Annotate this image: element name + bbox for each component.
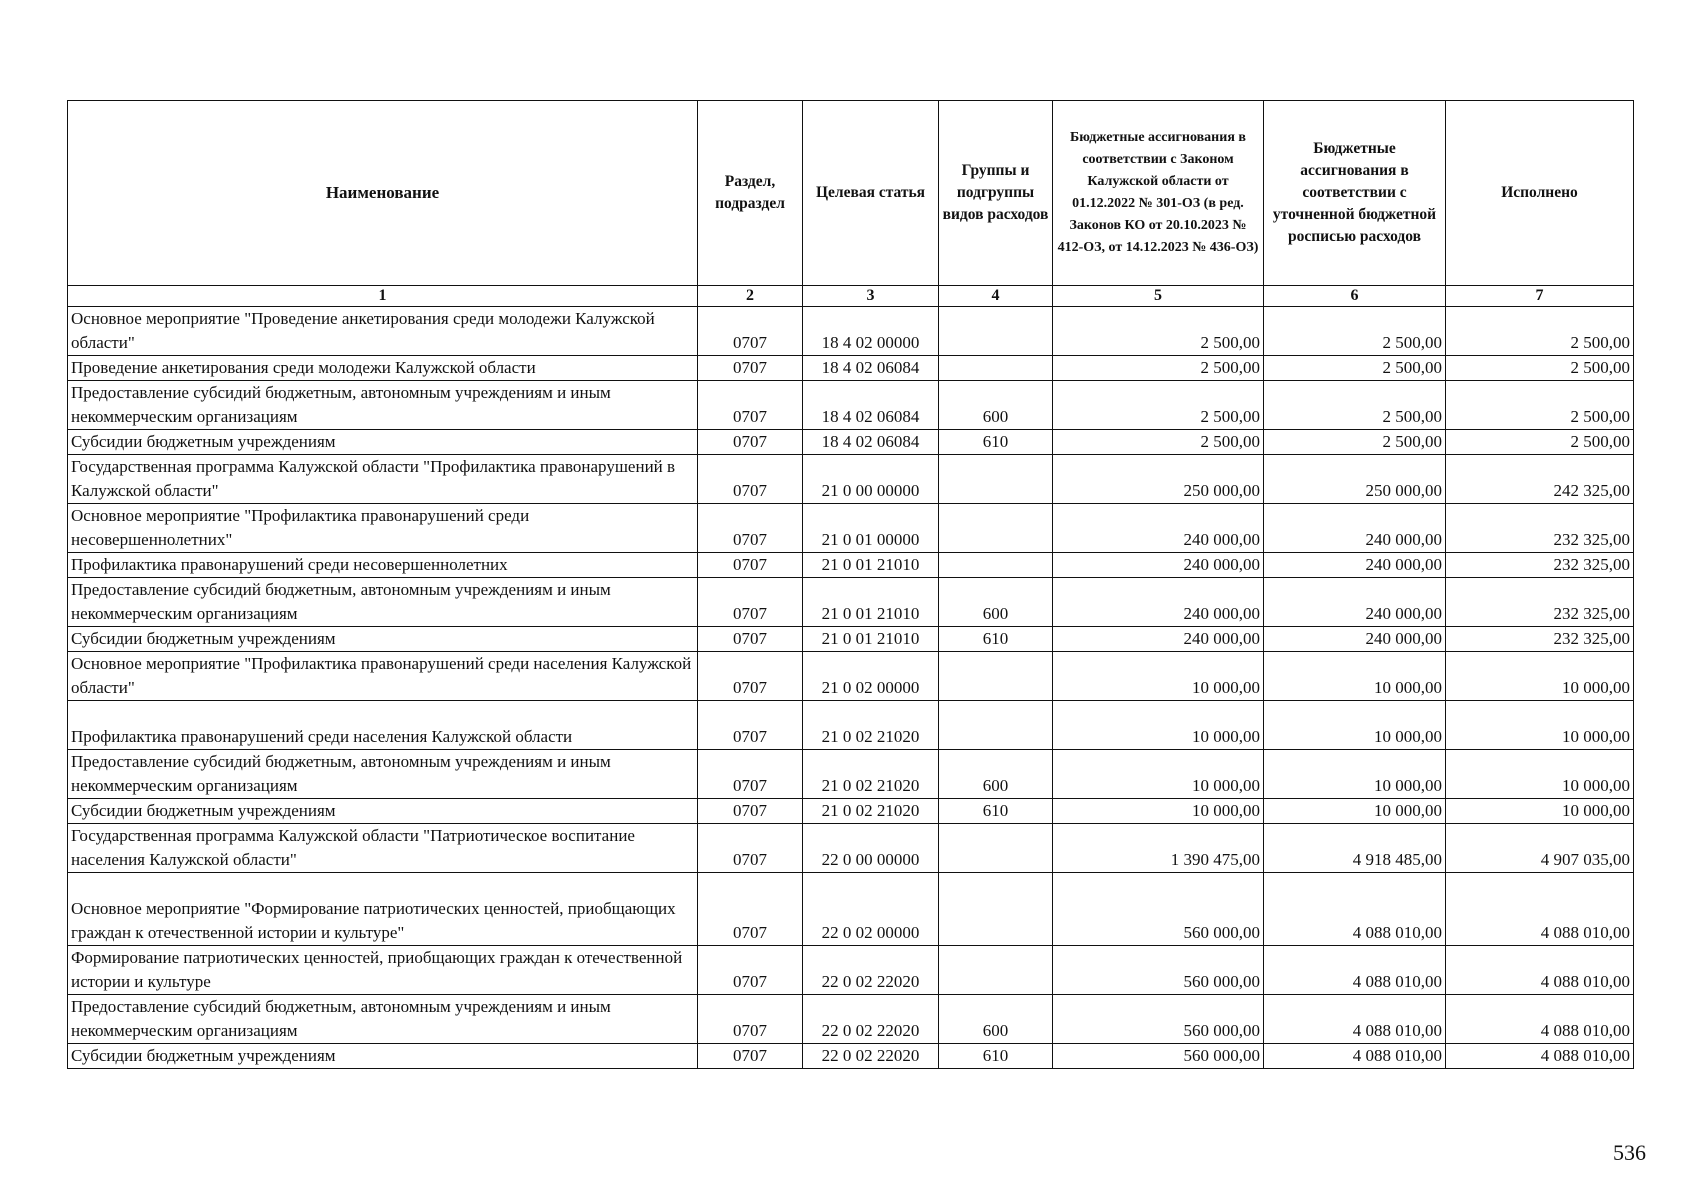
row-expense-group <box>939 307 1053 356</box>
table-body <box>68 307 1634 1069</box>
row-name: Основное мероприятие "Формирование патриотических ценностей, приобщающих граждан к отечественной истории и культуре" <box>68 873 698 946</box>
row-section: 0707 <box>698 946 803 995</box>
header-section: Раздел, подраздел <box>698 101 803 286</box>
row-refined-allocation: 2 500,00 <box>1264 356 1446 381</box>
row-target-article: 21 0 02 21020 <box>803 701 939 750</box>
row-name: Субсидии бюджетным учреждениям <box>68 1044 698 1069</box>
row-refined-allocation: 10 000,00 <box>1264 750 1446 799</box>
row-target-article: 22 0 00 00000 <box>803 824 939 873</box>
row-section: 0707 <box>698 553 803 578</box>
row-expense-group: 600 <box>939 578 1053 627</box>
table-row <box>68 504 1634 553</box>
header-expense-groups: Группы и подгруппы видов расходов <box>939 101 1053 286</box>
row-law-allocation: 2 500,00 <box>1053 307 1264 356</box>
row-executed: 2 500,00 <box>1446 381 1634 430</box>
row-target-article: 22 0 02 22020 <box>803 1044 939 1069</box>
row-refined-allocation: 4 088 010,00 <box>1264 1044 1446 1069</box>
header-law-allocations: Бюджетные ассигнования в соответствии с Законом Калужской области от 01.12.2022 № 301-ОЗ (в ред. Законов КО от 20.10.2023 № 412-ОЗ, от 14.12.2023 № 436-ОЗ) <box>1053 101 1264 286</box>
row-expense-group <box>939 873 1053 946</box>
header-target-article: Целевая статья <box>803 101 939 286</box>
row-name: Предоставление субсидий бюджетным, автономным учреждениям и иным некоммерческим организациям <box>68 995 698 1044</box>
table-row <box>68 1044 1634 1069</box>
row-section: 0707 <box>698 652 803 701</box>
row-expense-group <box>939 553 1053 578</box>
table-row <box>68 455 1634 504</box>
row-expense-group: 610 <box>939 1044 1053 1069</box>
row-law-allocation: 240 000,00 <box>1053 578 1264 627</box>
row-section: 0707 <box>698 1044 803 1069</box>
row-target-article: 21 0 01 00000 <box>803 504 939 553</box>
row-name: Государственная программа Калужской области "Патриотическое воспитание населения Калужской области" <box>68 824 698 873</box>
row-name: Формирование патриотических ценностей, приобщающих граждан к отечественной истории и культуре <box>68 946 698 995</box>
row-refined-allocation: 4 088 010,00 <box>1264 946 1446 995</box>
row-law-allocation: 240 000,00 <box>1053 553 1264 578</box>
row-target-article: 21 0 02 21020 <box>803 750 939 799</box>
row-law-allocation: 250 000,00 <box>1053 455 1264 504</box>
row-section: 0707 <box>698 799 803 824</box>
row-refined-allocation: 240 000,00 <box>1264 504 1446 553</box>
table-row <box>68 627 1634 652</box>
row-executed: 4 088 010,00 <box>1446 873 1634 946</box>
column-number: 4 <box>939 286 1053 307</box>
row-law-allocation: 560 000,00 <box>1053 1044 1264 1069</box>
row-executed: 2 500,00 <box>1446 430 1634 455</box>
row-name: Государственная программа Калужской области "Профилактика правонарушений в Калужской области" <box>68 455 698 504</box>
row-expense-group <box>939 455 1053 504</box>
row-law-allocation: 2 500,00 <box>1053 356 1264 381</box>
row-refined-allocation: 250 000,00 <box>1264 455 1446 504</box>
row-expense-group: 600 <box>939 750 1053 799</box>
row-target-article: 18 4 02 06084 <box>803 381 939 430</box>
row-target-article: 21 0 02 21020 <box>803 799 939 824</box>
table-row <box>68 750 1634 799</box>
row-executed: 4 088 010,00 <box>1446 995 1634 1044</box>
row-expense-group: 610 <box>939 799 1053 824</box>
row-expense-group: 600 <box>939 995 1053 1044</box>
row-expense-group: 610 <box>939 430 1053 455</box>
row-target-article: 18 4 02 06084 <box>803 356 939 381</box>
row-executed: 2 500,00 <box>1446 307 1634 356</box>
row-section: 0707 <box>698 578 803 627</box>
row-executed: 10 000,00 <box>1446 799 1634 824</box>
row-target-article: 21 0 01 21010 <box>803 627 939 652</box>
row-target-article: 21 0 01 21010 <box>803 578 939 627</box>
row-executed: 4 088 010,00 <box>1446 946 1634 995</box>
row-target-article: 21 0 02 00000 <box>803 652 939 701</box>
row-executed: 10 000,00 <box>1446 701 1634 750</box>
row-section: 0707 <box>698 430 803 455</box>
budget-table <box>67 100 1634 1069</box>
row-expense-group <box>939 701 1053 750</box>
row-refined-allocation: 2 500,00 <box>1264 381 1446 430</box>
table-row <box>68 652 1634 701</box>
row-section: 0707 <box>698 455 803 504</box>
row-section: 0707 <box>698 504 803 553</box>
row-executed: 4 088 010,00 <box>1446 1044 1634 1069</box>
row-law-allocation: 10 000,00 <box>1053 652 1264 701</box>
row-target-article: 21 0 00 00000 <box>803 455 939 504</box>
row-law-allocation: 10 000,00 <box>1053 750 1264 799</box>
row-expense-group <box>939 824 1053 873</box>
column-number: 7 <box>1446 286 1634 307</box>
row-section: 0707 <box>698 824 803 873</box>
row-law-allocation: 240 000,00 <box>1053 504 1264 553</box>
row-executed: 10 000,00 <box>1446 750 1634 799</box>
row-law-allocation: 560 000,00 <box>1053 873 1264 946</box>
row-law-allocation: 240 000,00 <box>1053 627 1264 652</box>
row-section: 0707 <box>698 356 803 381</box>
row-executed: 232 325,00 <box>1446 504 1634 553</box>
header-name: Наименование <box>68 101 698 286</box>
table-row <box>68 824 1634 873</box>
table-row <box>68 701 1634 750</box>
row-executed: 232 325,00 <box>1446 578 1634 627</box>
row-target-article: 22 0 02 00000 <box>803 873 939 946</box>
row-law-allocation: 560 000,00 <box>1053 995 1264 1044</box>
row-section: 0707 <box>698 701 803 750</box>
row-name: Субсидии бюджетным учреждениям <box>68 430 698 455</box>
table-row <box>68 356 1634 381</box>
row-executed: 232 325,00 <box>1446 627 1634 652</box>
column-number: 6 <box>1264 286 1446 307</box>
row-refined-allocation: 240 000,00 <box>1264 553 1446 578</box>
column-number: 2 <box>698 286 803 307</box>
table-row <box>68 799 1634 824</box>
row-target-article: 22 0 02 22020 <box>803 946 939 995</box>
row-expense-group <box>939 356 1053 381</box>
row-refined-allocation: 240 000,00 <box>1264 578 1446 627</box>
row-law-allocation: 10 000,00 <box>1053 701 1264 750</box>
table-row <box>68 873 1634 946</box>
row-name: Основное мероприятие "Профилактика правонарушений среди населения Калужской области" <box>68 652 698 701</box>
row-section: 0707 <box>698 750 803 799</box>
header-row <box>68 101 1634 286</box>
row-expense-group <box>939 504 1053 553</box>
row-refined-allocation: 2 500,00 <box>1264 430 1446 455</box>
row-executed: 10 000,00 <box>1446 652 1634 701</box>
row-name: Проведение анкетирования среди молодежи Калужской области <box>68 356 698 381</box>
row-expense-group <box>939 946 1053 995</box>
row-law-allocation: 560 000,00 <box>1053 946 1264 995</box>
row-law-allocation: 2 500,00 <box>1053 381 1264 430</box>
table-row <box>68 307 1634 356</box>
row-target-article: 22 0 02 22020 <box>803 995 939 1044</box>
row-refined-allocation: 4 088 010,00 <box>1264 995 1446 1044</box>
table-row <box>68 995 1634 1044</box>
row-executed: 232 325,00 <box>1446 553 1634 578</box>
row-expense-group <box>939 652 1053 701</box>
row-section: 0707 <box>698 627 803 652</box>
column-number-row <box>68 286 1634 307</box>
row-section: 0707 <box>698 873 803 946</box>
row-target-article: 21 0 01 21010 <box>803 553 939 578</box>
row-name: Предоставление субсидий бюджетным, автономным учреждениям и иным некоммерческим организациям <box>68 578 698 627</box>
row-name: Основное мероприятие "Проведение анкетирования среди молодежи Калужской области" <box>68 307 698 356</box>
row-name: Предоставление субсидий бюджетным, автономным учреждениям и иным некоммерческим организациям <box>68 381 698 430</box>
row-name: Предоставление субсидий бюджетным, автономным учреждениям и иным некоммерческим организациям <box>68 750 698 799</box>
row-target-article: 18 4 02 06084 <box>803 430 939 455</box>
table-row <box>68 553 1634 578</box>
row-executed: 4 907 035,00 <box>1446 824 1634 873</box>
column-number: 5 <box>1053 286 1264 307</box>
header-executed: Исполнено <box>1446 101 1634 286</box>
row-section: 0707 <box>698 995 803 1044</box>
column-number: 1 <box>68 286 698 307</box>
row-expense-group: 610 <box>939 627 1053 652</box>
row-law-allocation: 2 500,00 <box>1053 430 1264 455</box>
row-refined-allocation: 4 088 010,00 <box>1264 873 1446 946</box>
row-refined-allocation: 2 500,00 <box>1264 307 1446 356</box>
row-name: Субсидии бюджетным учреждениям <box>68 799 698 824</box>
table-row <box>68 946 1634 995</box>
row-name: Профилактика правонарушений среди несовершеннолетних <box>68 553 698 578</box>
page-number: 536 <box>1613 1140 1646 1165</box>
row-expense-group: 600 <box>939 381 1053 430</box>
row-refined-allocation: 10 000,00 <box>1264 652 1446 701</box>
column-number: 3 <box>803 286 939 307</box>
row-refined-allocation: 4 918 485,00 <box>1264 824 1446 873</box>
row-law-allocation: 10 000,00 <box>1053 799 1264 824</box>
row-name: Профилактика правонарушений среди населения Калужской области <box>68 701 698 750</box>
table-row <box>68 578 1634 627</box>
row-executed: 2 500,00 <box>1446 356 1634 381</box>
row-name: Основное мероприятие "Профилактика правонарушений среди несовершеннолетних" <box>68 504 698 553</box>
row-law-allocation: 1 390 475,00 <box>1053 824 1264 873</box>
table-row <box>68 381 1634 430</box>
row-target-article: 18 4 02 00000 <box>803 307 939 356</box>
row-refined-allocation: 10 000,00 <box>1264 701 1446 750</box>
row-section: 0707 <box>698 307 803 356</box>
table-row <box>68 430 1634 455</box>
row-refined-allocation: 10 000,00 <box>1264 799 1446 824</box>
row-executed: 242 325,00 <box>1446 455 1634 504</box>
row-name: Субсидии бюджетным учреждениям <box>68 627 698 652</box>
row-refined-allocation: 240 000,00 <box>1264 627 1446 652</box>
row-section: 0707 <box>698 381 803 430</box>
header-refined-allocations: Бюджетные ассигнования в соответствии с уточненной бюджетной росписью расходов <box>1264 101 1446 286</box>
